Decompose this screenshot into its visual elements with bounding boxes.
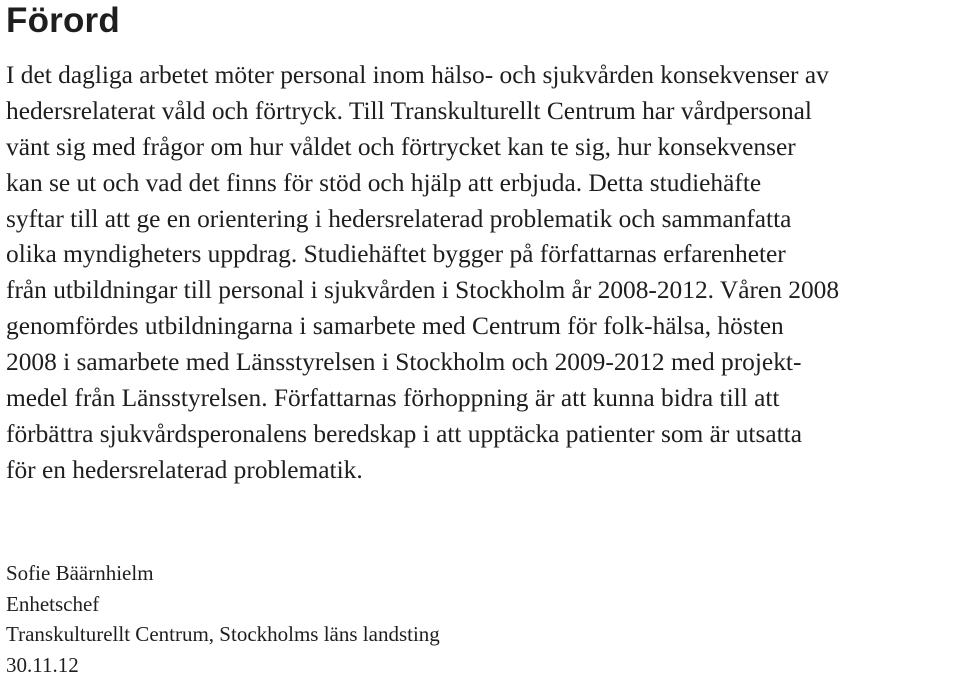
paragraph-line: för en hedersrelaterad problematik. (6, 453, 956, 489)
signature-name: Sofie Bäärnhielm (6, 558, 440, 589)
paragraph-line: kan se ut och vad det finns för stöd och hjälp att erbjuda. Detta studiehäfte (6, 166, 956, 202)
paragraph-line: genomfördes utbildningarna i samarbete med Centrum för folk-hälsa, hösten (6, 309, 956, 345)
paragraph-line: vänt sig med frågor om hur våldet och förtrycket kan te sig, hur konsekvenser (6, 130, 956, 166)
document-page (6, 0, 956, 489)
signature-organization: Transkulturellt Centrum, Stockholms läns landsting (6, 619, 440, 650)
paragraph-line: förbättra sjukvårdsperonalens beredskap i att upptäcka patienter som är utsatta (6, 417, 956, 453)
paragraph-line: medel från Länsstyrelsen. Författarnas förhoppning är att kunna bidra till att (6, 381, 956, 417)
paragraph-line: syftar till att ge en orientering i hedersrelaterad problematik och sammanfatta (6, 202, 956, 238)
paragraph-line: från utbildningar till personal i sjukvården i Stockholm år 2008-2012. Våren 2008 (6, 273, 956, 309)
paragraph-line: olika myndigheters uppdrag. Studiehäftet bygger på författarnas erfarenheter (6, 237, 956, 273)
signature-block (6, 558, 440, 680)
paragraph-line: I det dagliga arbetet möter personal inom hälso- och sjukvården konsekvenser av (6, 58, 956, 94)
paragraph-line: hedersrelaterat våld och förtryck. Till Transkulturellt Centrum har vårdpersonal (6, 94, 956, 130)
foreword-paragraph (6, 58, 956, 489)
page-title: Förord (6, 0, 956, 41)
paragraph-line: 2008 i samarbete med Länsstyrelsen i Stockholm och 2009-2012 med projekt- (6, 345, 956, 381)
signature-date: 30.11.12 (6, 650, 440, 680)
signature-title: Enhetschef (6, 589, 440, 620)
